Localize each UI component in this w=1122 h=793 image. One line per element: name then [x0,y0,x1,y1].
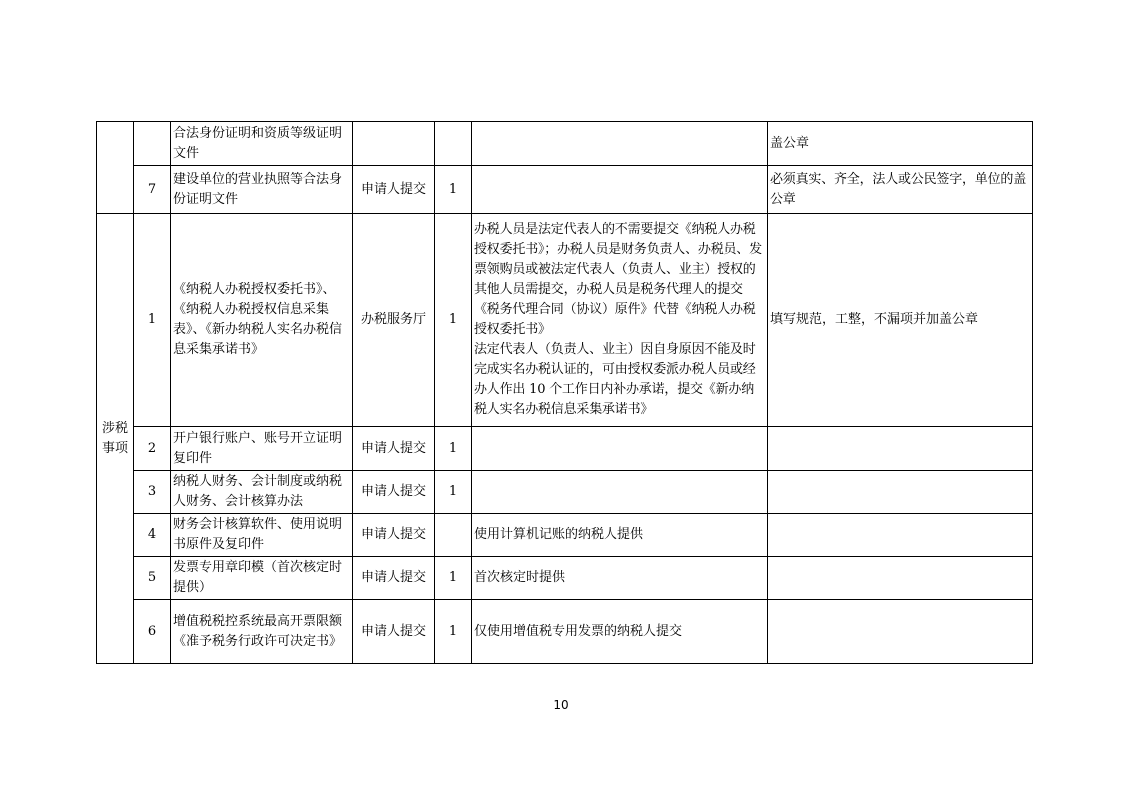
material-cell: 开户银行账户、账号开立证明复印件 [171,427,353,471]
copies-cell [435,122,472,166]
note-cell [768,600,1033,664]
material-cell: 财务会计核算软件、使用说明书原件及复印件 [171,514,353,557]
row-number: 7 [134,166,171,214]
source-cell: 申请人提交 [353,427,435,471]
requirement-cell [472,471,768,514]
category-cell [97,214,134,664]
material-cell: 发票专用章印模（首次核定时提供） [171,557,353,600]
copies-cell: 1 [435,471,472,514]
table-row [97,600,1033,664]
copies-cell: 1 [435,214,472,427]
row-number: 6 [134,600,171,664]
material-cell: 《纳税人办税授权委托书》、《纳税人办税授权信息采集表》、《新办纳税人实名办税信息采集承诺书》 [171,214,353,427]
copies-cell: 1 [435,166,472,214]
row-number: 4 [134,514,171,557]
category-label: 涉税事项 [101,420,128,456]
source-cell: 办税服务厅 [353,214,435,427]
row-number: 5 [134,557,171,600]
note-cell [768,514,1033,557]
row-number: 2 [134,427,171,471]
source-cell: 申请人提交 [353,600,435,664]
requirement-cell [472,122,768,166]
source-cell: 申请人提交 [353,557,435,600]
requirement-cell [472,166,768,214]
table-row [97,471,1033,514]
row-number [134,122,171,166]
material-cell: 合法身份证明和资质等级证明文件 [171,122,353,166]
requirement-cell: 仅使用增值税专用发票的纳税人提交 [472,600,768,664]
table-row [97,514,1033,557]
source-cell: 申请人提交 [353,514,435,557]
table-row [97,214,1033,427]
copies-cell: 1 [435,600,472,664]
row-number: 3 [134,471,171,514]
note-cell [768,557,1033,600]
note-cell: 盖公章 [768,122,1033,166]
note-cell: 必须真实、齐全，法人或公民签字，单位的盖公章 [768,166,1033,214]
material-cell: 增值税税控系统最高开票限额《准予税务行政许可决定书》 [171,600,353,664]
note-cell [768,471,1033,514]
requirement-cell: 使用计算机记账的纳税人提供 [472,514,768,557]
material-cell: 纳税人财务、会计制度或纳税人财务、会计核算办法 [171,471,353,514]
requirement-cell [472,427,768,471]
row-number: 1 [134,214,171,427]
source-cell: 申请人提交 [353,166,435,214]
copies-cell: 1 [435,557,472,600]
requirement-cell: 办税人员是法定代表人的不需要提交《纳税人办税授权委托书》；办税人员是财务负责人、办税员、发票领购员或被法定代表人（负责人、业主）授权的其他人员需提交，办税人员是税务代理人的提交《税务代理合同（协议）原件》代替《纳税人办税授权委托书》 法定代表人（负责人、业主）因自身原因不能及时完成实名办税认证的，可由授权委派办税人员或经办人作出 10 个工作日内补办承诺，提交《新办纳税人实名办税信息采集承诺书》 [472,214,768,427]
copies-cell: 1 [435,427,472,471]
table-row [97,427,1033,471]
page-number: 10 [553,698,569,712]
source-cell [353,122,435,166]
materials-table [96,121,1033,664]
table-row [97,557,1033,600]
table-row [97,166,1033,214]
category-cell [97,122,134,214]
material-cell: 建设单位的营业执照等合法身份证明文件 [171,166,353,214]
requirement-cell: 首次核定时提供 [472,557,768,600]
note-cell [768,427,1033,471]
table-row [97,122,1033,166]
note-cell: 填写规范，工整，不漏项并加盖公章 [768,214,1033,427]
copies-cell [435,514,472,557]
source-cell: 申请人提交 [353,471,435,514]
